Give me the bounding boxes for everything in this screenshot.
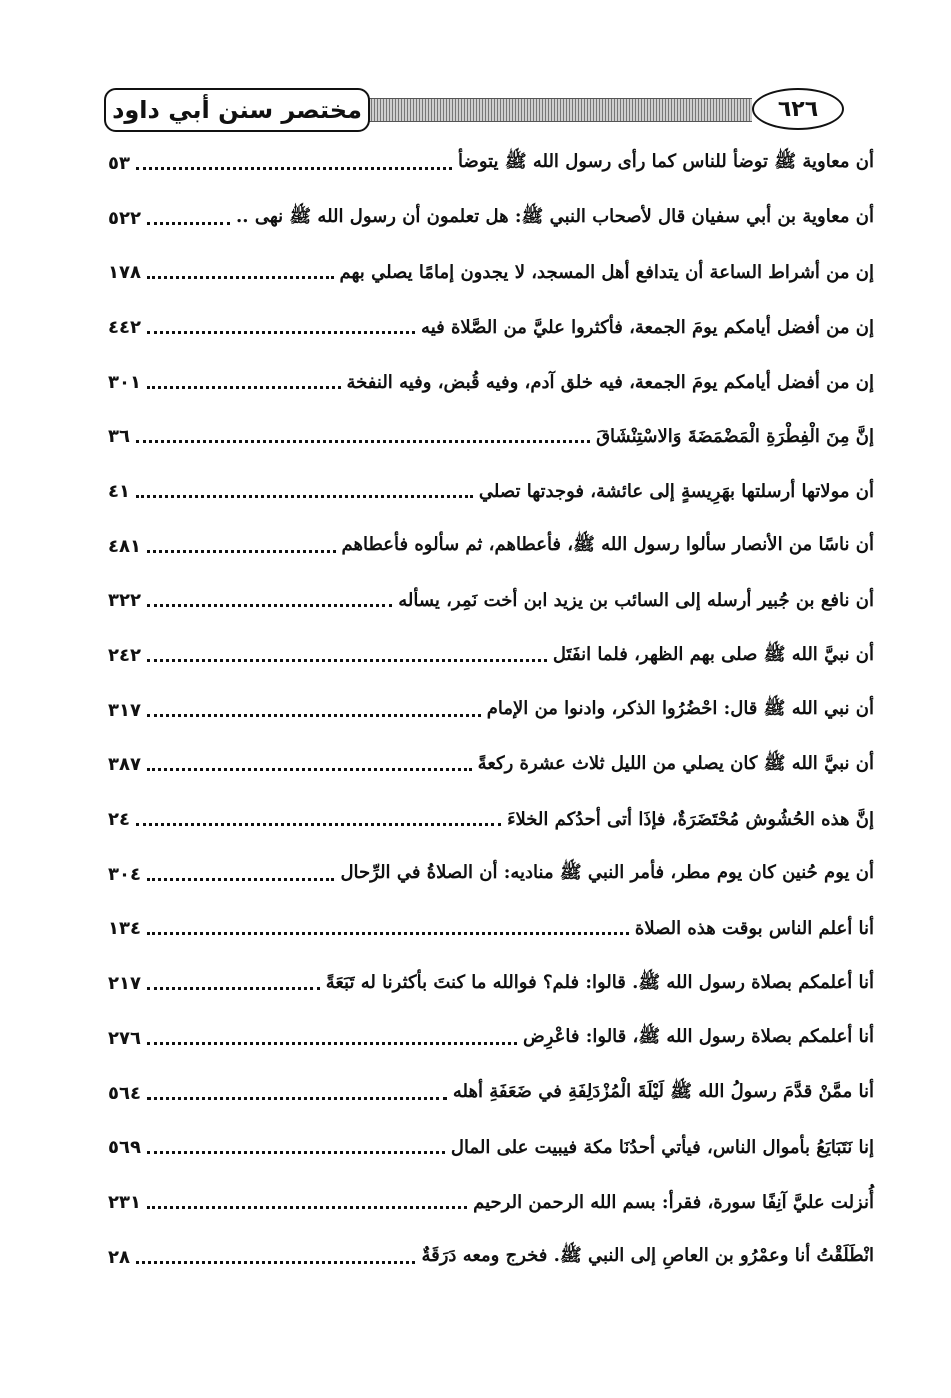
leader-dots <box>147 696 481 717</box>
entry-text: أنا أعلمكم بصلاة رسول الله ﷺ. قالوا: فلم؟ فوالله ما كنتَ بأكثرنا له تَبَعَةً <box>325 971 874 993</box>
entry-text: أن نبيَّ الله ﷺ صلى بهم الظهر، فلما انفَتَل <box>552 643 874 665</box>
entry-page: ٤٤٢ <box>108 316 141 338</box>
entry-page: ٥٦٤ <box>108 1082 141 1104</box>
entry-page: ٥٦٩ <box>108 1137 141 1159</box>
entry-text: أنا ممَّنْ قدَّمَ رسولُ الله ﷺ لَيْلَةَ الْمُزْدَلِفَةِ في ضَعَفَةِ أهله <box>452 1081 874 1103</box>
leader-dots <box>147 586 392 607</box>
leader-dots <box>136 1243 415 1264</box>
entry-page: ٢٨ <box>108 1246 130 1268</box>
entry-text: انْطَلَقْتُ أنا وعمْرُو بن العاصِ إلى النبي ﷺ. فخرج ومعه دَرَقَةٌ <box>421 1245 874 1267</box>
entry-page: ٢١٧ <box>108 973 141 995</box>
index-entry <box>108 136 874 191</box>
entry-page: ١٧٨ <box>108 262 141 284</box>
leader-dots <box>136 149 452 170</box>
index-entry <box>108 245 874 300</box>
index-entry <box>108 956 874 1011</box>
entry-page: ٢٧٦ <box>108 1027 141 1049</box>
entry-text: أنا أعلم الناس بوقت هذه الصلاة <box>634 918 874 940</box>
entry-page: ٣٠١ <box>108 371 141 393</box>
entry-text: أن ناسًا من الأنصار سألوا رسول الله ﷺ، فأعطاهم، ثم سألوه فأعطاهم <box>341 534 874 556</box>
entry-page: ١٣٤ <box>108 918 141 940</box>
entry-text: أن يوم حُنين كان يوم مطر، فأمر النبي ﷺ مناديه: أن الصلاةُ في الرِّحال <box>340 862 874 884</box>
page-number: ٦٢٦ <box>777 96 819 122</box>
index-entry <box>108 1120 874 1175</box>
entry-page: ٣١٧ <box>108 699 141 721</box>
entry-page: ٢٣١ <box>108 1191 141 1213</box>
hadith-index-list <box>108 136 874 1284</box>
leader-dots <box>147 1133 445 1154</box>
entry-page: ٣٠٤ <box>108 863 141 885</box>
entry-text: أن معاوية ﷺ توضأ للناس كما رأى رسول الله ﷺ يتوضأ <box>458 151 874 173</box>
book-title: مختصر سنن أبي داود <box>112 96 362 124</box>
index-entry <box>108 355 874 410</box>
index-entry <box>108 902 874 957</box>
leader-dots <box>147 1188 467 1209</box>
index-entry <box>108 1230 874 1285</box>
entry-text: أنا أعلمكم بصلاة رسول الله ﷺ، قالوا: فاعْرِض <box>522 1026 874 1048</box>
entry-page: ٢٤ <box>108 809 130 831</box>
index-entry <box>108 409 874 464</box>
entry-page: ٣٦ <box>108 426 130 448</box>
entry-page: ٣٢٢ <box>108 590 141 612</box>
leader-dots <box>147 969 320 990</box>
entry-text: إن من أفضل أيامكم يومَ الجمعة، فيه خلق آدم، وفيه قُبض، وفيه النفخة <box>346 371 874 393</box>
leader-dots <box>147 313 415 334</box>
leader-dots <box>147 750 472 771</box>
entry-text: إنَّ مِنَ الْفِطْرَةِ الْمَضْمَضَةَ وَالاسْتِنْشَاقَ <box>596 426 874 448</box>
entry-page: ٢٤٢ <box>108 645 141 667</box>
entry-text: أُنزلت عليَّ آنِفًا سورة، فقرأ: بسم الله الرحمن الرحيم <box>473 1191 874 1213</box>
entry-page: ٤٨١ <box>108 535 141 557</box>
page-header <box>104 86 872 130</box>
entry-text: إن من أفضل أيامكم يومَ الجمعة، فأكثروا عليَّ من الصَّلاة فيه <box>421 316 874 338</box>
leader-dots <box>147 860 334 881</box>
index-entry <box>108 300 874 355</box>
index-entry <box>108 683 874 738</box>
leader-dots <box>147 1079 447 1100</box>
index-entry <box>108 847 874 902</box>
leader-dots <box>147 204 230 225</box>
entry-text: أن نبيَّ الله ﷺ كان يصلي من الليل ثلاث عشرة ركعةً <box>477 752 874 774</box>
entry-text: أن نبي الله ﷺ قال: احْضُرُوا الذكر، وادنوا من الإمام <box>486 698 874 720</box>
entry-page: ٤١ <box>108 480 130 502</box>
leader-dots <box>136 477 473 498</box>
leader-dots <box>147 532 336 553</box>
entry-text: أن نافع بن جُبير أرسله إلى السائب بن يزيد ابن أخت نَمِر، يسأله <box>398 590 874 612</box>
entry-text: إنَّ هذه الحُشُوش مُحْتَضَرَةٌ، فإذَا أتى أحدُكم الخلاءَ <box>507 809 874 831</box>
entry-text: أن معاوية بن أبي سفيان قال لأصحاب النبي ﷺ: هل تعلمون أن رسول الله ﷺ نهى .. <box>236 206 874 228</box>
index-entry <box>108 1011 874 1066</box>
book-title-box <box>104 88 370 132</box>
entry-page: ٥٢٢ <box>108 207 141 229</box>
entry-text: إنا نَتَبَايَعُ بأموال الناس، فيأتي أحدُنَا مكة فيبيت على المال <box>450 1137 874 1159</box>
entry-page: ٥٣ <box>108 152 130 174</box>
index-entry <box>108 738 874 793</box>
leader-dots <box>147 641 547 662</box>
index-entry <box>108 519 874 574</box>
leader-dots <box>136 422 590 443</box>
entry-page: ٣٨٧ <box>108 754 141 776</box>
leader-dots <box>147 1024 517 1045</box>
leader-dots <box>147 258 334 279</box>
index-entry <box>108 1066 874 1121</box>
leader-dots <box>147 914 629 935</box>
index-entry <box>108 464 874 519</box>
index-entry <box>108 1175 874 1230</box>
page-number-oval <box>752 88 844 130</box>
index-entry <box>108 574 874 629</box>
leader-dots <box>147 368 341 389</box>
index-entry <box>108 191 874 246</box>
entry-text: إن من أشراط الساعة أن يتدافع أهل المسجد، لا يجدون إمامًا يصلي بهم <box>339 262 874 284</box>
index-entry <box>108 792 874 847</box>
entry-text: أن مولاتها أرسلتها بهَرِيسةٍ إلى عائشة، فوجدتها تصلي <box>478 480 874 502</box>
index-entry <box>108 628 874 683</box>
leader-dots <box>136 805 501 826</box>
